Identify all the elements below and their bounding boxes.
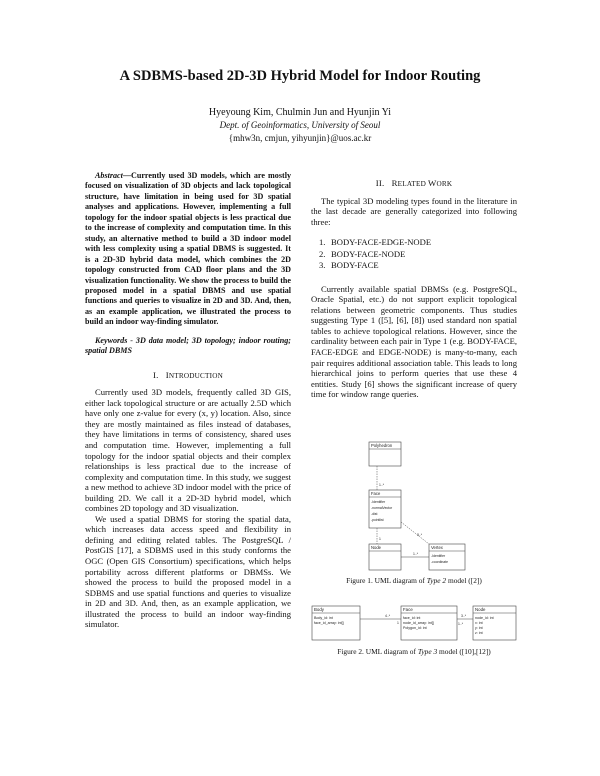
section-number: II. [375, 178, 385, 188]
abstract-label: Abstract [95, 171, 123, 180]
uml-attribute: Body_id: int [314, 616, 333, 620]
uml-attribute: face_id_array: int[] [314, 621, 344, 625]
caption-emphasis: Type 2 [426, 576, 447, 585]
list-item [319, 260, 517, 272]
section-title-mid: ELATED [397, 180, 428, 188]
uml-attribute: -pointlist [371, 518, 384, 522]
uml-association [401, 522, 429, 544]
section-number: I. [153, 369, 159, 380]
uml-attribute: Polygon_id: int [403, 626, 427, 630]
uml-box-label: Vertex [431, 545, 443, 550]
section-title-initial: I [165, 369, 169, 380]
uml-attribute: node_id_array: int[] [403, 621, 434, 625]
section-title-rest: ORK [436, 180, 453, 188]
uml-multiplicity: 1..* [379, 483, 385, 487]
caption-prefix: Figure 1. UML diagram of [346, 576, 427, 585]
list-item [319, 249, 517, 261]
uml-box-label: Face [403, 607, 413, 612]
uml-attribute: -Identifier [431, 554, 446, 558]
uml-attribute: -Identifier [371, 500, 386, 504]
figure-2-caption [311, 647, 517, 656]
uml-attribute: -dist [371, 512, 378, 516]
uml-box-label: Face [371, 491, 381, 496]
model-type-list [319, 237, 517, 272]
uml-multiplicity: 1..* [413, 552, 419, 556]
list-number: 1. [319, 237, 326, 248]
uml-box-label: Polyhedron [371, 443, 393, 448]
uml-attribute: face_id: int [403, 616, 421, 620]
abstract [85, 171, 291, 328]
section-title-initial: R [391, 178, 398, 188]
right-column [311, 178, 517, 400]
author-list: Hyeyoung Kim, Chulmin Jun and Hyunjin Yi [208, 107, 392, 118]
caption-suffix: model ([2]) [446, 576, 482, 585]
caption-suffix: model ([10],[12]) [437, 647, 491, 656]
affiliation: Dept. of Geoinformatics, University of Seoul [219, 120, 381, 130]
uml-multiplicity: 1 [397, 621, 399, 625]
list-number: 2. [319, 248, 326, 259]
paper-title: A SDBMS-based 2D-3D Hybrid Model for Indoor Routing [119, 68, 481, 84]
left-column [85, 171, 291, 630]
uml-attribute: node_id: int [475, 616, 494, 620]
list-text: BODY-FACE [331, 260, 379, 271]
list-text: BODY-FACE-NODE [331, 248, 406, 259]
uml-attribute: y: int [475, 626, 483, 630]
list-item [319, 237, 517, 249]
keywords: Keywords - 3D data model; 3D topology; indoor routing; spatial DBMS [85, 335, 291, 356]
author-emails[interactable]: {mhw3n, cmjun, yihyunjin}@uos.ac.kr [228, 133, 372, 143]
uml-box-label: Node [475, 607, 486, 612]
caption-prefix: Figure 2. UML diagram of [337, 647, 418, 656]
caption-emphasis: Type 3 [417, 647, 438, 656]
uml-multiplicity: 3..* [417, 533, 423, 537]
list-text: BODY-FACE-EDGE-NODE [331, 237, 432, 248]
uml-multiplicity: 1..* [458, 622, 464, 626]
uml-multiplicity: 4..* [385, 614, 391, 618]
section-title-rest: NTRODUCTION [168, 371, 223, 380]
figure-2-uml-diagram [311, 605, 517, 643]
related-paragraph-1: The typical 3D modeling types found in the literature in the last decade are generally categorized into following three: [311, 195, 517, 227]
uml-attribute: -normalVector [371, 506, 393, 510]
intro-paragraph-1: Currently used 3D models, frequently called 3D GIS, either lack topological structure or are actually 2.5D which have only one z-value for every (x, y) location. Also, since they are mostly maintained as files instead of databases, they have limitations in terms of consistency, shared uses and computation time. However, implementing a full topology for the indoor spatial objects and their complex relationships is less practical due to the increase of complexity and computation time. In this study, we suggest a new method to achieve 3D indoor model with the price of building 2D. We call it a 2D-3D hybrid model, which combines 2D topology and 3D visualization. [85, 387, 291, 514]
uml-attribute: x: int [475, 621, 483, 625]
uml-attribute: -coordinate [431, 560, 448, 564]
list-number: 3. [319, 260, 326, 271]
section-heading-introduction [85, 370, 291, 382]
abstract-text: —Currently used 3D models, which are mostly focused on visualization of 3D objects and lack topological structure, have limitation in being used for 3D spatial analyses and applications. However, implementing a full topology for the indoor spatial objects is less practical due to the increase of complexity and computation time. In this study, an alternative method to build a 3D indoor model with less complexity using a spatial DBMS is suggested. It is a 2D-3D hybrid data model, which combines the 2D topology constructed from CAD floor plans and the 3D visualization functionality. We show the process to build the proposed model in a spatial DBMS and use spatial functions and queries to visualize in 2D and 3D. And, then, as an example application, we illustrated the process to build an indoor way-finding simulator. [85, 171, 291, 327]
uml-multiplicity: 3..* [461, 614, 467, 618]
section-heading-related-work [311, 178, 517, 190]
uml-multiplicity: 1 [379, 537, 381, 541]
uml-box-label: Node [371, 545, 382, 550]
uml-attribute: z: int [475, 631, 483, 635]
section-title-initial-2: W [428, 178, 437, 188]
uml-box-label: Body [314, 607, 325, 612]
figure-1-caption [311, 576, 517, 585]
figure-1-uml-diagram [367, 440, 477, 575]
related-paragraph-2: Currently available spatial DBMSs (e.g. PostgreSQL, Oracle Spatial, etc.) do not support explicit topological relations between geometric components. Thus studies suggesting Type 1 ([5], [6], [8]) used standard non spatial tables to achieve topological relations. However, since the cardinality between each pair in Type 1 (e.g. BODY-FACE, FACE-EDGE and EDGE-NODE) is many-to-many, each pair requires additional association table. This leads to long hierarchical joins to perform queries that use these 4 entities. Study [6] shows the significant increase of query time for window range queries. [311, 283, 517, 400]
intro-paragraph-2: We used a spatial DBMS for storing the spatial data, which increases data access speed and flexibility in defining and editing related tables. The PostgreSQL / PostGIS [17], a SDBMS used in this study conforms the OGC (Open GIS Consortium) specifications, which helps portability across different platforms or DBMSs. We showed the process to build the proposed model in a SDBMS and use spatial functions and queries to visualize in 2D and 3D. And, then, as an example application, we illustrated the process to build an indoor way-finding simulator. [85, 513, 291, 630]
